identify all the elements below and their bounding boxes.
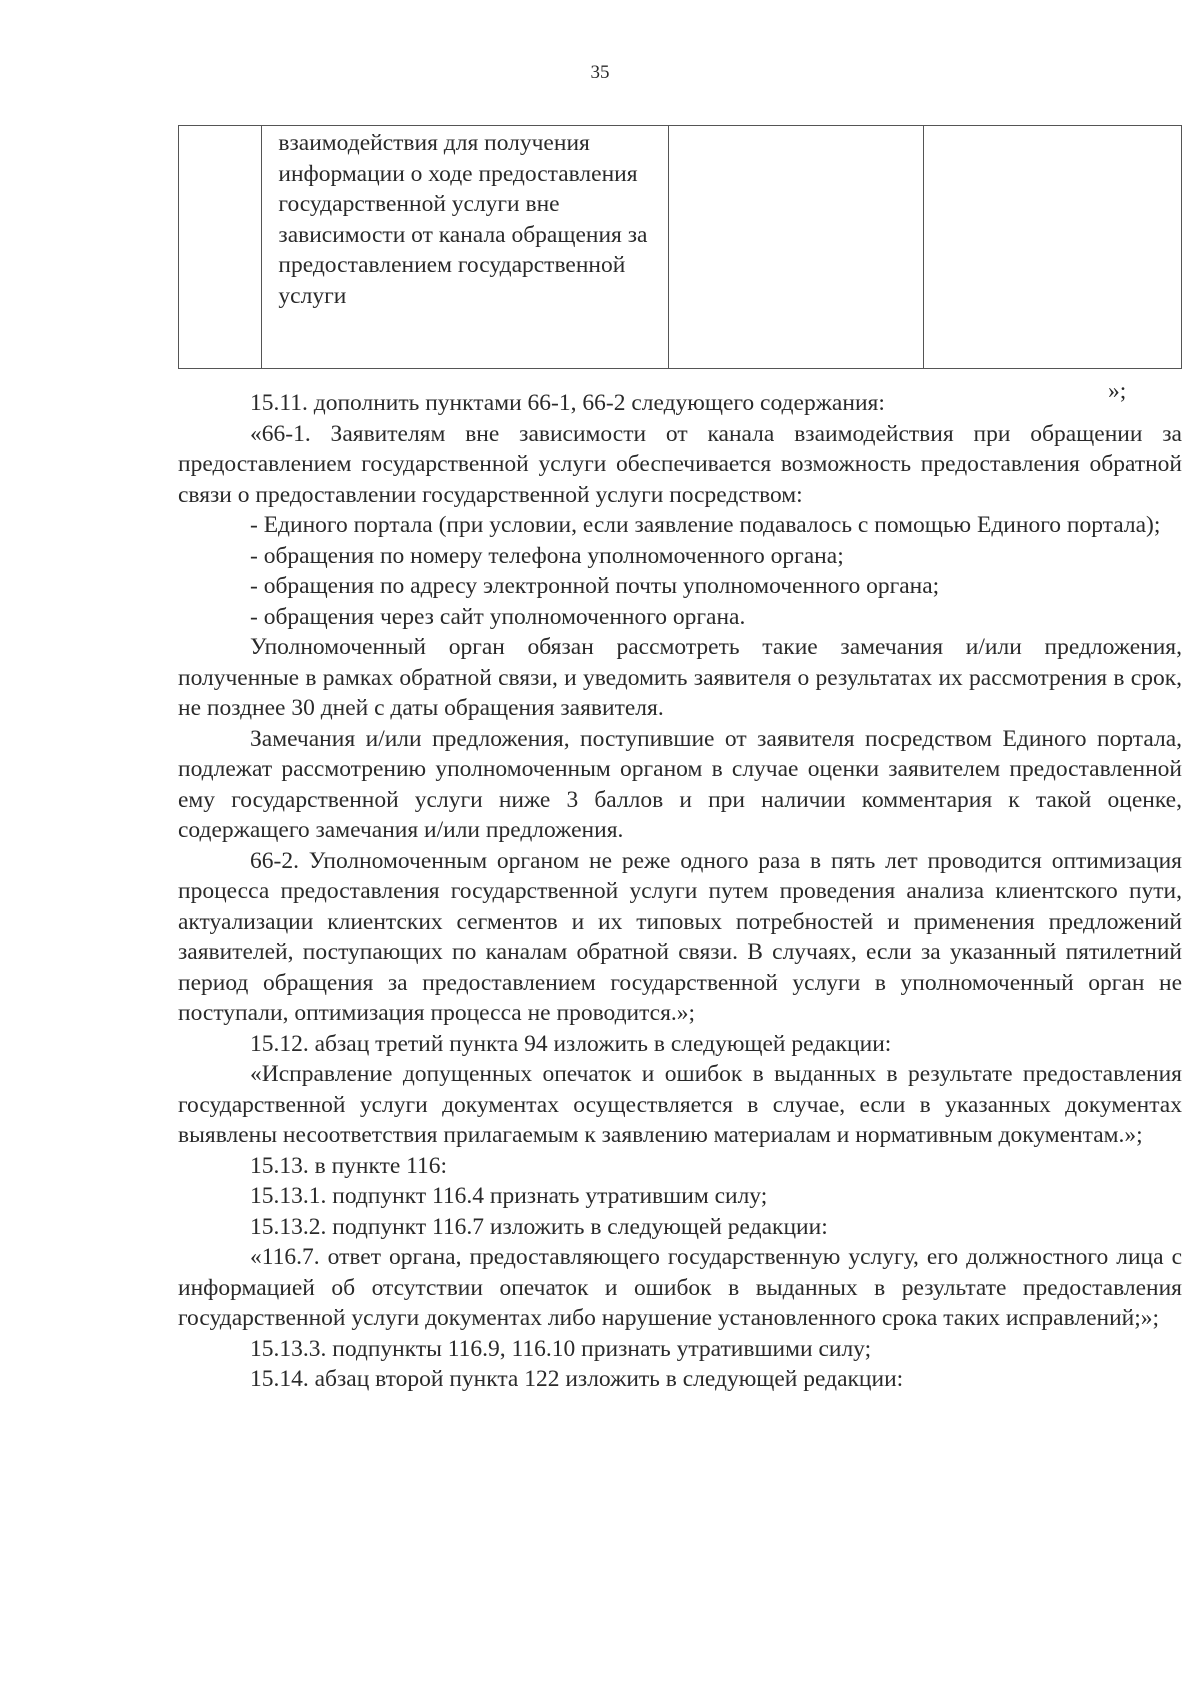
table-row — [179, 126, 1182, 369]
paragraph: Замечания и/или предложения, поступившие от заявителя посредством Единого портала, подлежат рассмотрению уполномоченным органом в случае оценки заявителем предоставленной ему государственной услуги ниже 3 баллов и при наличии комментария к такой оценке, содержащего замечания и/или предложения. — [178, 725, 1182, 843]
paragraph: Уполномоченный орган обязан рассмотреть такие замечания и/или предложения, полученные в рамках обратной связи, и уведомить заявителя о результатах их рассмотрения в срок, не позднее 30 дней с даты обращения заявителя. — [178, 634, 1182, 721]
paragraph: 15.13.1. подпункт 116.4 признать утратившим силу; — [250, 1183, 768, 1209]
continued-table — [178, 125, 1182, 369]
paragraph: 15.13.3. подпункты 116.9, 116.10 признать утратившими силу; — [250, 1335, 872, 1362]
paragraph: «Исправление допущенных опечаток и ошибок в выданных в результате предоставления государственной услуги документах осуществляется в случае, если в указанных документах выявлены несоответствия прилагаемым к заявлению материалам и нормативным документам.»; — [178, 1061, 1182, 1148]
paragraph: 15.13.2. подпункт 116.7 изложить в следующей редакции: — [250, 1213, 828, 1240]
paragraph: «66-1. Заявителям вне зависимости от канала взаимодействия при обращении за предоставлением государственной услуги обеспечивается возможность предоставления обратной связи о предоставлении государственной услуги посредством: — [178, 420, 1182, 508]
list-item: - Единого портала (при условии, если заявление подавалось с помощью Единого портала); — [250, 512, 1161, 538]
document-body — [178, 388, 1182, 1395]
list-item: - обращения по адресу электронной почты уполномоченного органа; — [250, 573, 940, 599]
list-item: - обращения по номеру телефона уполномоченного органа; — [250, 542, 844, 569]
paragraph: 15.13. в пункте 116: — [250, 1152, 448, 1179]
list-item: - обращения через сайт уполномоченного органа. — [250, 603, 746, 630]
paragraph: 15.12. абзац третий пункта 94 изложить в следующей редакции: — [250, 1030, 892, 1057]
table-cell-empty-1 — [179, 126, 262, 369]
table-end-mark: »; — [1108, 378, 1127, 404]
paragraph: 15.11. дополнить пунктами 66-1, 66-2 следующего содержания: — [250, 390, 885, 416]
paragraph: 15.14. абзац второй пункта 122 изложить в следующей редакции: — [250, 1366, 904, 1392]
paragraph: 66-2. Уполномоченным органом не реже одного раза в пять лет проводится оптимизация процесса предоставления государственной услуги путем проведения анализа клиентского пути, актуализации клиентских сегментов и их типовых потребностей и применения предложений заявителей, поступающих по каналам обратной связи. В случаях, если за указанный пятилетний период обращения за предоставлением государственной услуги в уполномоченный орган не поступали, оптимизация процесса не проводится.»; — [178, 847, 1182, 1026]
page-number: 35 — [590, 62, 610, 83]
table-cell-text: взаимодействия для получения информации о ходе предоставления государственной услуги вне зависимости от канала обращения за предоставлением государственной услуги — [262, 126, 669, 369]
table-cell-empty-4 — [923, 126, 1182, 369]
table-cell-empty-3 — [669, 126, 923, 369]
paragraph: «116.7. ответ органа, предоставляющего государственную услугу, его должностного лица с информацией об отсутствии опечаток и ошибок в выданных в результате предоставления государственной услуги документах либо нарушение установленного срока таких исправлений;»; — [178, 1244, 1182, 1331]
